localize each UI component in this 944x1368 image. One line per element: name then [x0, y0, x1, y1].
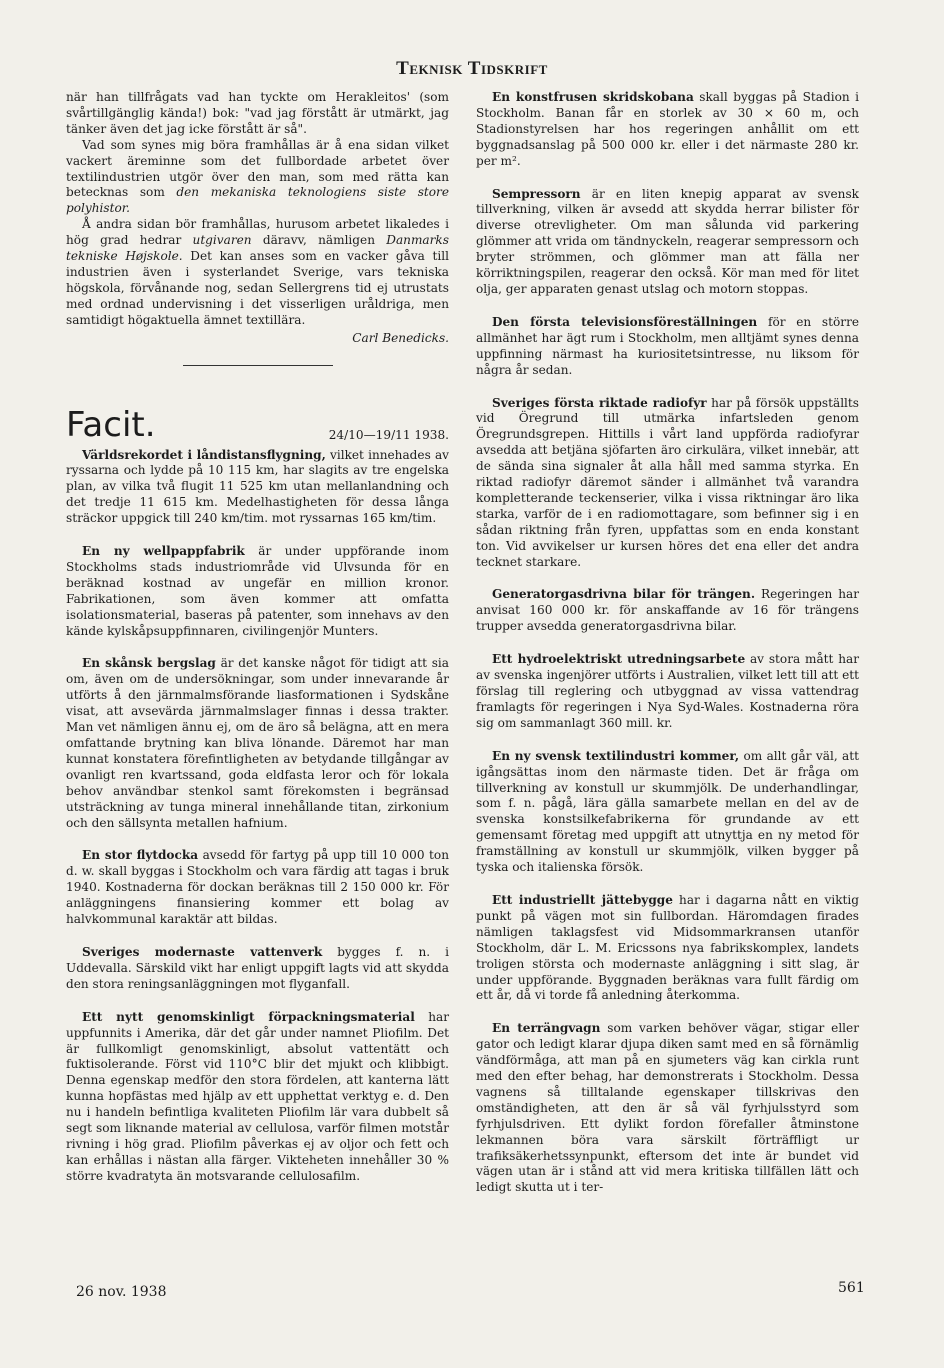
- news-item: En ny svensk textilindustri kommer, om allt går väl, att igångsättas inom den närmaste tiden. Det är fråga om tillverkning av konstull ur skummjölk. De underhandlingar, som f. n. pågå, lära gälla samarbete mellan en del av de svenska konstsilkefabrikerna för grundande av ett gemensamt företag med uppgift att utnyttja en ny metod för framställning av konstull ur skummjölk, vilken bygger på tyska och italienska försök.: [476, 748, 859, 875]
- news-item: Generatorgasdrivna bilar för trängen. Regeringen har anvisat 160 000 kr. för anskaffande av 16 för trängens trupper avsedda generatorgasdrivna bilar.: [476, 587, 859, 634]
- continuation-paragraph: Vad som synes mig böra framhållas är å ena sidan vilket vackert äreminne som det fullbordade arbetet över textilindustrien utgör över den man, som med rätta kan betecknas som den mekaniska teknologiens siste store polyhistor.: [66, 137, 449, 216]
- right-column: [476, 90, 859, 1196]
- news-item: Ett industriellt jättebygge har i dagarna nått en viktig punkt på vägen mot sin fullbordan. Häromdagen firades nämligen taklagsfest vid Midsommarkransen utanför Stockholm, där L. M. Ericssons nya fabrikskomplex, landets troligen största och modernaste anläggning i sitt slag, är under uppförande. Byggnaden beräknas vara fullt färdig om ett år, då vi torde få anledning återkomma.: [476, 892, 860, 1003]
- author-signature: Carl Benedicks.: [352, 330, 449, 345]
- left-column: [66, 90, 449, 1185]
- news-item: En konstfrusen skridskobana skall byggas på Stadion i Stockholm. Banan får en storlek av 30 × 60 m, och Stadionstyrelsen har hos regeringen anhållit om ett byggnadsanslag på 500 000 kr. eller i det närmaste 280 kr. per m².: [476, 90, 860, 168]
- continuation-paragraph: när han tillfrågats vad han tyckte om Herakleitos' (som svårtillgänglig kända!) bok: "vad jag förstått är utmärkt, jag tänker även det jag icke förstått är så".: [66, 90, 449, 136]
- news-item: Sempressorn är en liten knepig apparat av svensk tillverkning, vilken är avsedd att skydda herrar bilister för diverse otrevligheter. Om man sålunda vid parkering glömmer att vrida om tändnyckeln, reagerar sempressorn och bryter strömmen, och glömmer man att fälla ner körriktningspilen, reagerar den också. Kör man med för litet olja, ger apparaten genast utslag och motorn stoppas.: [476, 186, 859, 296]
- facit-date-range: 24/10—19/11 1938.: [328, 427, 449, 442]
- news-item: Sveriges modernaste vattenverk bygges f. n. i Uddevalla. Särskild vikt har enligt uppgift lagts vid att skydda den stora reningsanläggningen mot flyganfall.: [66, 944, 449, 991]
- journal-header: Teknisk Tidskrift: [396, 58, 548, 79]
- news-item: Sveriges första riktade radiofyr har på försök uppställts vid Öregrund till utmärka infartsleden genom Öregrundsgrepen. Hittills i vårt land uppförda radiofyrar avsedda att betjäna sjöfarten äro cirkulära, vilket innebär, att de sända sina signaler åt alla håll med samma styrka. En riktad radiofyr däremot sänder i allmänhet två varandra kompletterande teckenserier, vilka i vissa riktningar äro lika starka, varför de i en radiomottagare, som befinner sig i en sådan riktning från fyren, uppfattas som en enda konstant ton. Vid avvikelser ur kursen höres det ena eller det andra tecknet starkare.: [476, 395, 859, 569]
- issue-date: 26 nov. 1938: [76, 1284, 167, 1300]
- news-item: Den första televisionsföreställningen för en större allmänhet har ägt rum i Stockholm, men alltjämt synes denna uppfinning närmast ha kuriositetsintresse, nu liksom för några år sedan.: [476, 314, 860, 377]
- news-item: Ett hydroelektriskt utredningsarbete av stora mått har av svenska ingenjörer utförts i Australien, vilket lett till att ett förslag till reglering och utbyggnad av vissa vattendrag framlagts för regeringen i Nya Syd-Wales. Kostnaderna röra sig om sammanlagt 360 mill. kr.: [476, 652, 859, 730]
- news-item: Ett nytt genomskinligt förpackningsmaterial har uppfunnits i Amerika, där det går under namnet Pliofilm. Det är fullkomligt genomskinligt, absolut vattentätt och fuktisolerande. Först vid 110°C blir det mjukt och klibbigt. Denna egenskap medför den stora fördelen, att kanterna lätt kunna hopfästas med hjälp av ett upphettat verktyg e. d. Den nu i handeln befintliga kvaliteten Pliofilm lär vara dubbelt så segt som liknande material av cellulosa, varför filmen motstår rivning i hög grad. Pliofilm påverkas ej av oljor och fett och kan erhållas i nästan alla färger. Vikteheten innehåller 30 % större kvadratyta än motsvarande cellulosafilm.: [66, 1009, 449, 1183]
- news-item: En terrängvagn som varken behöver vägar, stigar eller gator och ledigt klarar djupa diken samt med en så förnämlig vändförmåga, att man på en sjumeters väg kan cirkla runt med den efter behag, har demonstrerats i Stockholm. Dessa vagnens så tilltalande egenskaper tillskrivas den omständigheten, att den är så väl fyrhjulsstyrd som fyrhjulsdriven. Ett dylikt fordon förefaller åtminstone lekmannen böra vara särskilt förträffligt ur trafiksäkerhetssynpunkt, eftersom det inte är bundet vid vägen utan är i stånd att vid mera kritiska tillfällen lätt och ledigt skutta ut i ter-: [476, 1021, 859, 1195]
- facit-title: Facit.: [66, 404, 156, 445]
- news-item: En skånsk bergslag är det kanske något för tidigt att sia om, även om de undersökningar, som under innevarande år utförts å den järnmalmsförande liasformationen i Sydskåne visat, att avsevärda järnmalmslager finnas i dessa trakter. Man vet nämligen ännu ej, om de äro så belägna, att en mera omfattande brytning kan bliva lönande. Däremot har man kunnat konstatera förefintligheten av betydande tillgångar av ovanligt ren kvartssand, goda eldfasta leror och för lokala behov användbar stenkol samt förekomsten i begränsad utsträckning av tunga mineral innehållande titan, zirkonium och den sällsynta metallen hafnium.: [66, 656, 449, 830]
- news-list-left: [66, 448, 449, 1185]
- news-item: En stor flytdocka avsedd för fartyg på upp till 10 000 ton d. w. skall byggas i Stockholm och vara färdig att tagas i bruk 1940. Kostnaderna för dockan beräknas till 2 150 000 kr. För anläggningens finansiering kommer ett bolag av halvkommunal karaktär att bildas.: [66, 848, 449, 927]
- page-number: 561: [838, 1280, 865, 1296]
- news-item: En ny wellpappfabrik är under uppförande inom Stockholms stads industriområde vid Ulvsunda för en beräknad kostnad av ungefär en million kronor. Fabrikationen, som även kommer att omfatta isolationsmaterial, baseras på patenter, som innehavs av den kände kylskåpsuppfinnaren, civilingenjör Munters.: [66, 544, 449, 638]
- facit-heading: [66, 406, 449, 448]
- news-item: Världsrekordet i låndistansflygning, vilket innehades av ryssarna och lydde på 10 115 km, har slagits av tre engelska plan, av vilka två flugit 11 525 km utan mellanlandning och det tredje 11 615 km. Medelhastigheten för dessa långa sträckor uppgick till 240 km/tim. mot ryssarnas 165 km/tim.: [66, 447, 449, 526]
- section-divider: [183, 365, 333, 366]
- continuation-paragraph: Å andra sidan bör framhållas, hurusom arbetet likaledes i hög grad hedrar utgivaren däravv, nämligen Danmarks tekniske Højskole. Det kan anses som en vacker gåva till industrien även i systerlandet Sverige, vars tekniska högskola, förvånande nog, sedan Sellergrens tid ej utrustats med ordnad undervisning i det visserligen uråldriga, men samtidigt högaktuella ämnet textillära.: [66, 217, 449, 327]
